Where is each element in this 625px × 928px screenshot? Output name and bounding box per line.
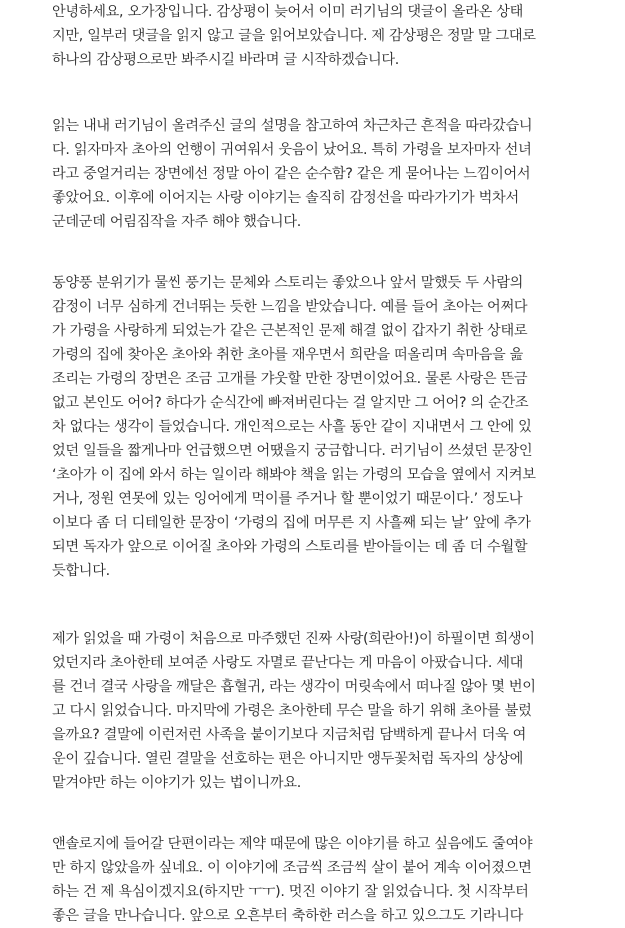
text-line: 좋았어요. 이후에 이어지는 사랑 이야기는 솔직히 감정선을 따라가기가 벅차서 xyxy=(52,190,519,206)
text-line: 앤솔로지에 들어갈 단편이라는 제약 때문에 많은 이야기를 하고 싶음에도 줄여야 xyxy=(52,836,533,852)
text-line: 운이 깊습니다. 열린 결말을 선호하는 편은 아니지만 앵두꽃처럼 독자의 상상에 xyxy=(52,751,524,767)
text-line: 가령의 집에 찾아온 초아와 취한 초아를 재우면서 희란을 떠올리며 속마음을 읊 xyxy=(52,347,524,363)
text-line: 가 가령을 사랑하게 되었는가 같은 근본적인 문제 해결 없이 갑자기 취한 상태로 xyxy=(52,323,528,339)
text-line: 차 없다는 생각이 들었습니다. 개인적으로는 사흘 동안 같이 지내면서 그 안에 있 xyxy=(52,419,532,435)
text-line: 거나, 정원 연못에 있는 잉어에게 먹이를 주거나 할 뿐이었기 때문이다.’ 정도나 xyxy=(52,491,523,507)
text-line: 조리는 가령의 장면은 조금 고개를 갸웃할 만한 장면이었어요. 물론 사랑은 뜬금 xyxy=(52,371,528,387)
text-line: 없고 본인도 어어? 하다가 순식간에 빠져버린다는 걸 알지만 그 어어? 의 순간조 xyxy=(52,395,529,411)
paragraph-closing xyxy=(52,832,532,928)
text-line: 안녕하세요, 오가장입니다. 감상평이 늦어서 이미 러기님의 댓글이 올라온 상태 xyxy=(52,4,524,20)
text-line: 듯합니다. xyxy=(52,563,110,579)
text-line: 읽는 내내 러기님이 올려주신 글의 설명을 참고하여 차근차근 흔적을 따라갔습니 xyxy=(52,118,533,134)
text-line: 라고 중얼거리는 장면에선 정말 아이 같은 순수함? 같은 게 묻어나는 느낌이어서 xyxy=(52,166,531,182)
text-line: 만 하지 않았을까 싶네요. 이 이야기에 조금씩 조금씩 살이 붙어 계속 이어졌으면 xyxy=(52,860,532,876)
text-line: 지만, 일부러 댓글을 읽지 않고 글을 읽어보았습니다. 제 감상평은 정말 말 그대로 xyxy=(52,28,536,44)
paragraph-greeting xyxy=(52,0,536,72)
paragraph-critique xyxy=(52,271,536,583)
text-line: 를 건너 결국 사랑을 깨달은 흡혈귀, 라는 생각이 머릿속에서 떠나질 않아 몇 번이 xyxy=(52,679,536,695)
text-line: 맡겨야만 하는 이야기가 있는 법이니까요. xyxy=(52,775,301,791)
text-line: 을까요? 결말에 이런저런 사족을 붙이기보다 지금처럼 담백하게 끝나서 더욱 여 xyxy=(52,727,527,743)
text-line: 었던지라 초아한테 보여준 사랑도 자멸로 끝난다는 게 마음이 아팠습니다. 세대 xyxy=(52,655,524,671)
text-line: 이보다 좀 더 디테일한 문장이 ‘가령의 집에 머무른 지 사흘째 되는 날’ 앞에 추가 xyxy=(52,515,531,531)
text-line: 다. 읽자마자 초아의 언행이 귀여워서 웃음이 났어요. 특히 가령을 보자마자 선녀 xyxy=(52,142,532,158)
text-line: 하나의 감상평으로만 봐주시길 바라며 글 시작하겠습니다. xyxy=(52,52,399,68)
paragraph-ending xyxy=(52,627,536,795)
text-line: 고 다시 읽었습니다. 마지막에 가령은 초아한테 무슨 말을 하기 위해 초아를 불렀 xyxy=(52,703,532,719)
text-line: 동양풍 분위기가 물씬 풍기는 문체와 스토리는 좋았으나 앞서 말했듯 두 사람의 xyxy=(52,275,524,291)
text-line: 감정이 너무 심하게 건너뛰는 듯한 느낌을 받았습니다. 예를 들어 초아는 어쩌다 xyxy=(52,299,528,315)
text-line: 제가 읽었을 때 가령이 처음으로 마주했던 진짜 사랑(희란아!)이 하필이면 희생이 xyxy=(52,631,535,647)
text-line: 되면 독자가 앞으로 이어질 초아와 가령의 스토리를 받아들이는 데 좀 더 수월할 xyxy=(52,539,528,555)
text-line: ‘초아가 이 집에 와서 하는 일이라 해봐야 책을 읽는 가령의 모습을 옆에서 지켜보 xyxy=(52,467,536,483)
text-line: 좋은 글을 만나습니다. 앞으로 오흔부터 축하한 러스을 하고 있으그도 기라니다 xyxy=(52,908,524,924)
paragraph-first-impression xyxy=(52,114,532,234)
text-line: 었던 일들을 짧게나마 언급했으면 어땠을지 궁금합니다. 러기님이 쓰셨던 문장인 xyxy=(52,443,533,459)
text-line: 하는 건 제 욕심이겠지요(하지만 ㅜㅜ). 멋진 이야기 잘 읽었습니다. 첫 시작부터 xyxy=(52,884,529,900)
text-line: 군데군데 어림짐작을 자주 해야 했습니다. xyxy=(52,214,301,230)
